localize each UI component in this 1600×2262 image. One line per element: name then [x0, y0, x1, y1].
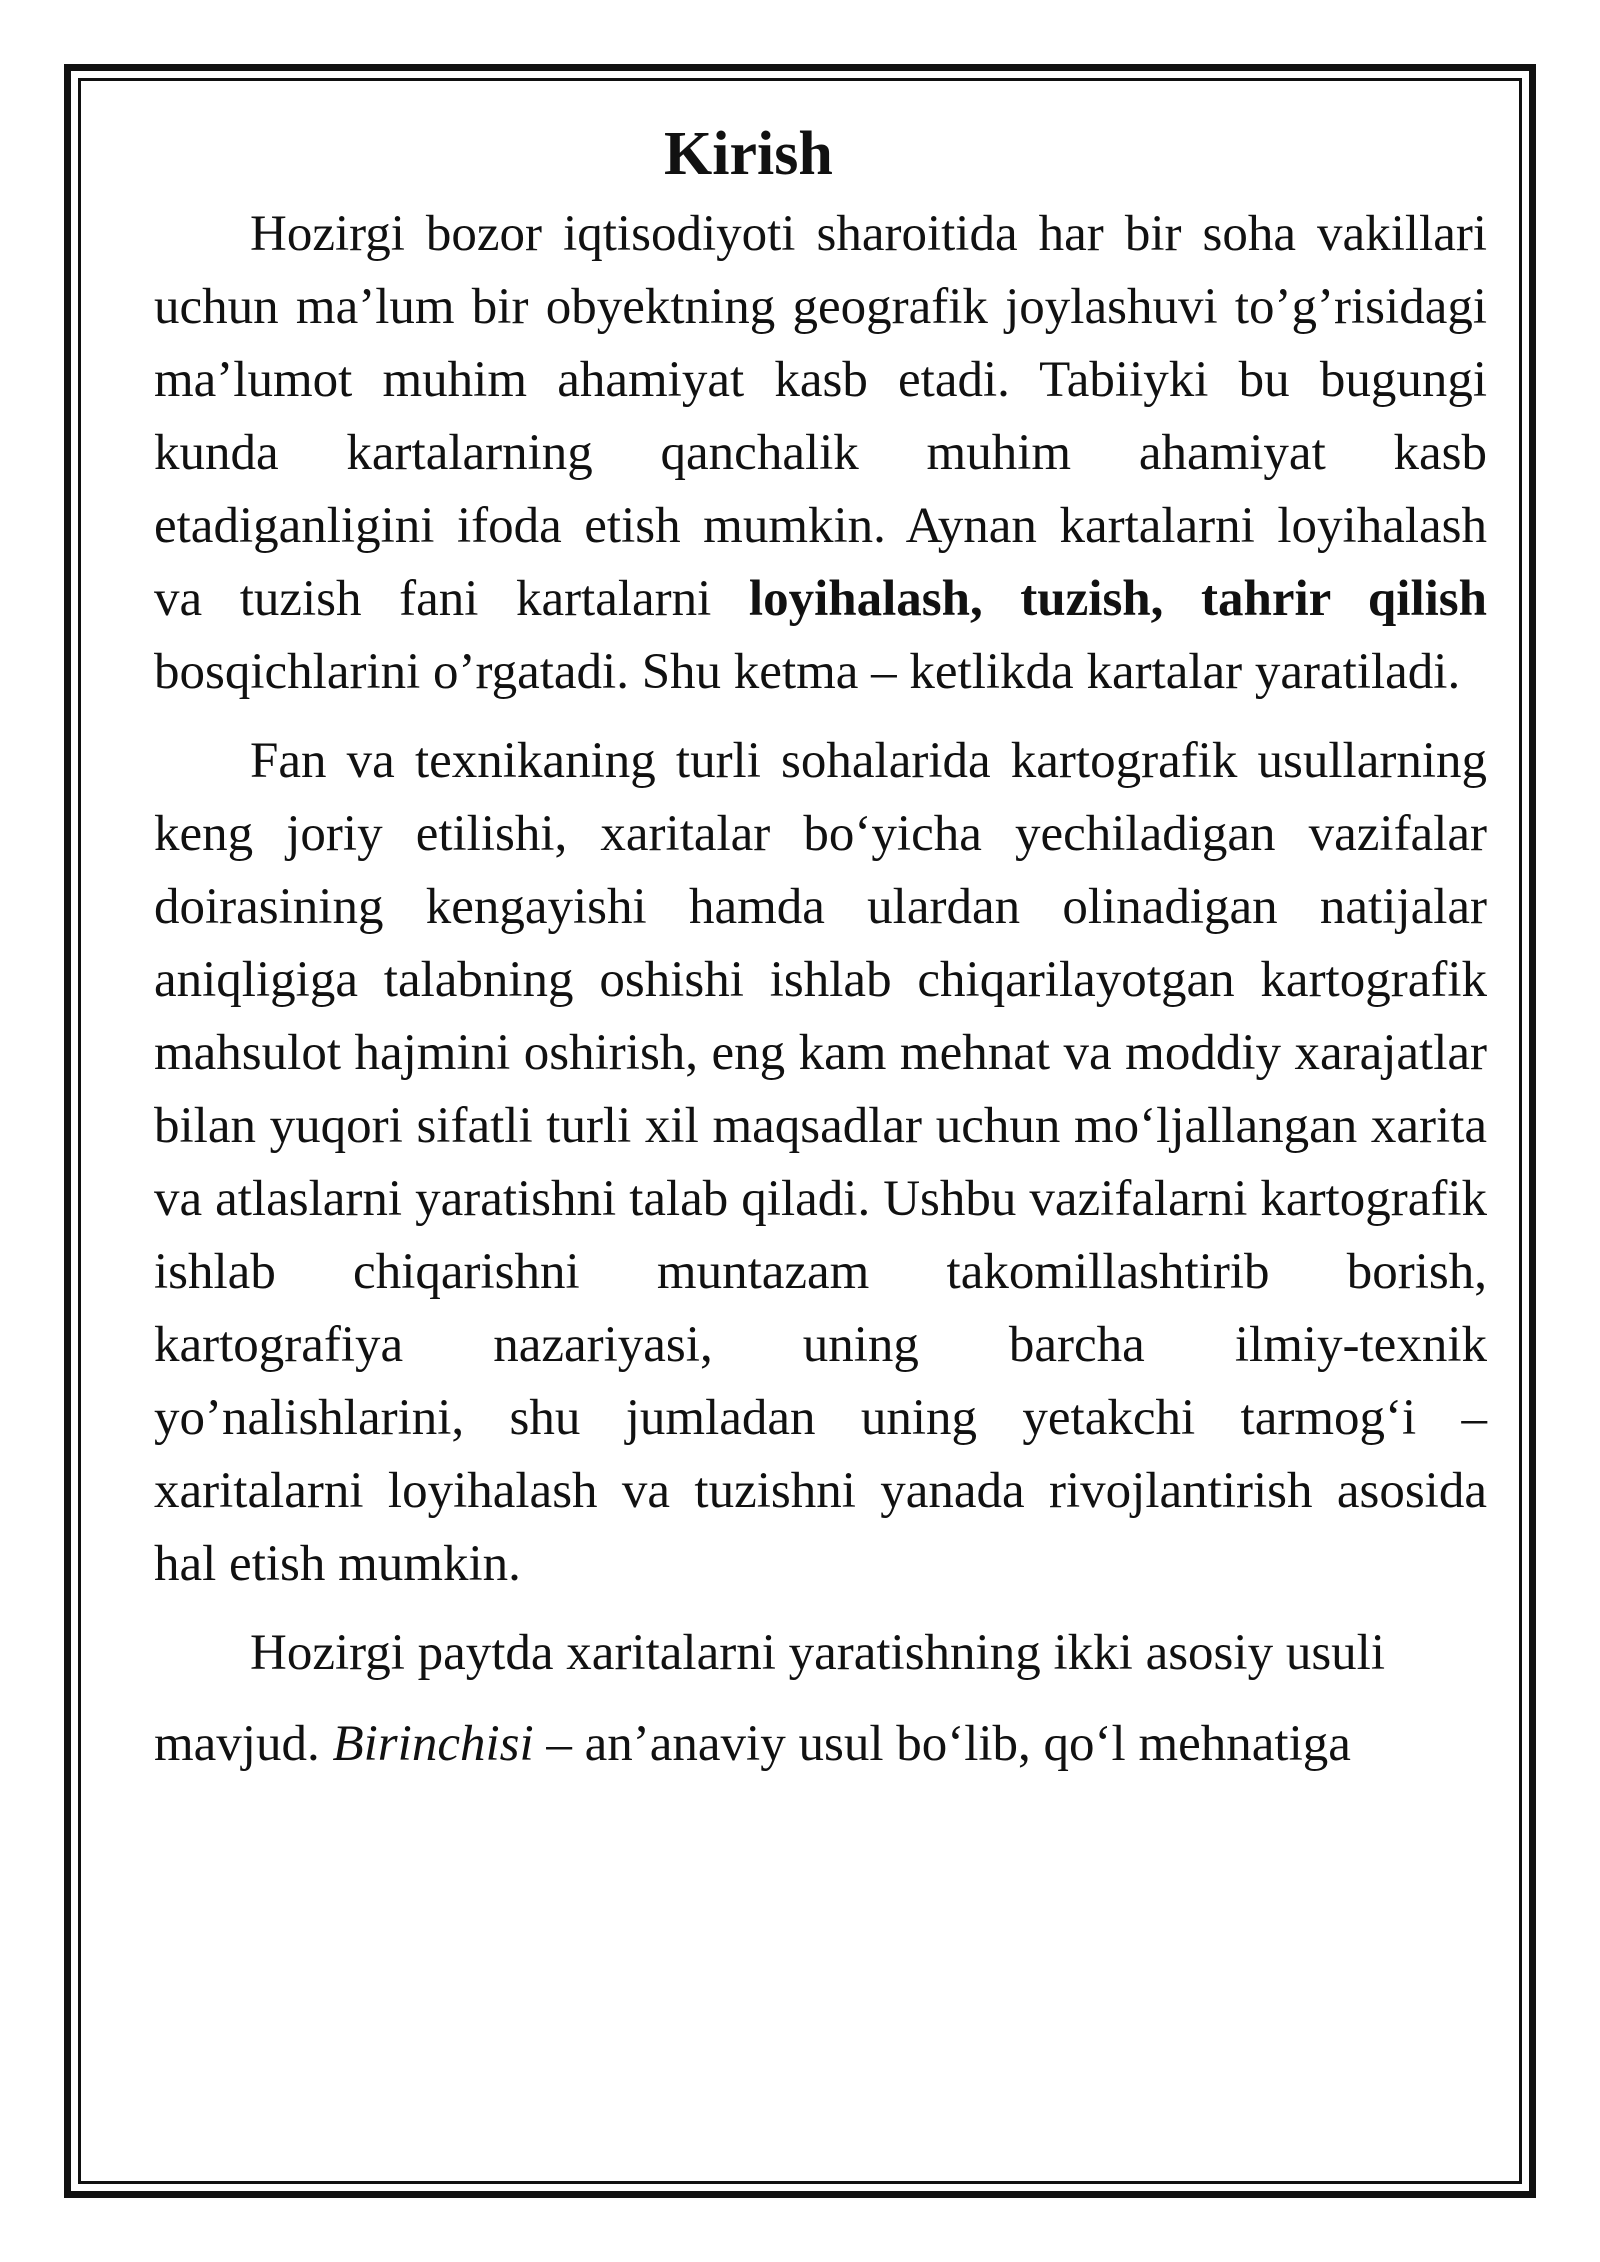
page-content — [154, 114, 1487, 1781]
paragraph-intro-text-b: bosqichlarini o’rgatadi. Shu ketma – ketlikda kartalar yaratiladi. — [154, 644, 1461, 700]
paragraph-methods-italic: Birinchisi — [332, 1716, 534, 1772]
paragraph-intro-text-a: Hozirgi bozor iqtisodiyoti sharoitida har bir soha vakillari uchun ma’lum bir obyektning geografik joylashuvi to’g’risidagi ma’lumot muhim ahamiyat kasb etadi. Tabiiyki bu bugungi kunda kartalarning qanchalik muhim ahamiyat kasb etadiganligini ifoda etish mumkin. Aynan kartalarni loyihalash va tuzish fani kartalarni — [154, 206, 1487, 627]
paragraph-intro-bold: loyihalash, tuzish, tahrir qilish — [748, 571, 1487, 627]
page-title: Kirish — [664, 120, 833, 188]
paragraph-methods-text-a: mavjud. — [154, 1716, 333, 1772]
paragraph-methods-continued — [154, 1708, 1487, 1781]
paragraph-methods: Hozirgi paytda xaritalarni yaratishning ikki asosiy usuli — [250, 1625, 1385, 1681]
paragraph-cartography: Fan va texnikaning turli sohalarida kartografik usullarning keng joriy etilishi, xaritalar bo‘yicha yechiladigan vazifalar doirasining kengayishi hamda ulardan olinadigan natijalar aniqligiga talabning oshishi ishlab chiqarilayotgan kartografik mahsulot hajmini oshirish, eng kam mehnat va moddiy xarajatlar bilan yuqori sifatli turli xil maqsadlar uchun mo‘ljallangan xarita va atlaslarni yaratishni talab qiladi. Ushbu vazifalarni kartografik ishlab chiqarishni muntazam takomillashtirib borish, kartografiya nazariyasi, uning barcha ilmiy-texnik yo’nalishlarini, shu jumladan uning yetakchi tarmog‘i – xaritalarni loyihalash va tuzishni yanada rivojlantirish asosida hal etish mumkin. — [154, 733, 1487, 1592]
paragraph-intro — [154, 198, 1487, 709]
paragraph-methods-text-b: – an’anaviy usul bo‘lib, qo‘l mehnatiga — [533, 1716, 1351, 1772]
